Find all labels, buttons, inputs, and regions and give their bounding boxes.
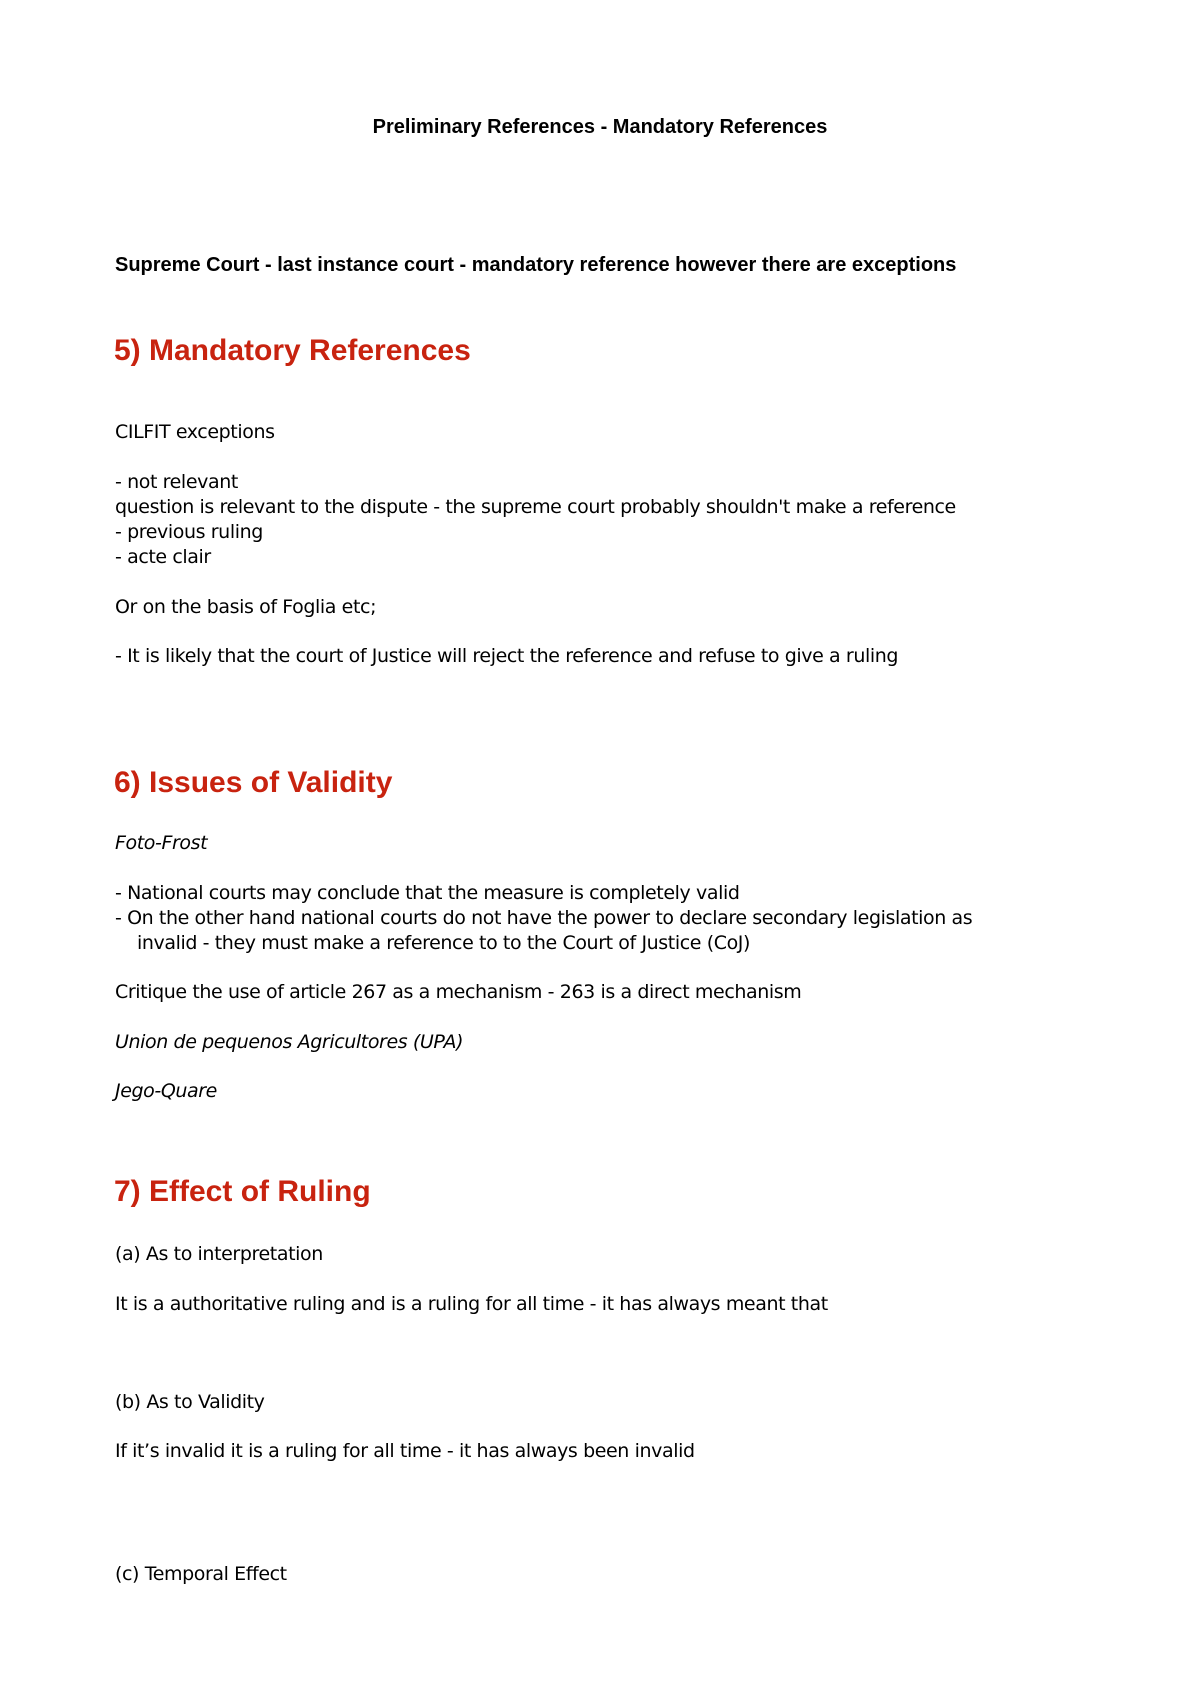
paragraph: Critique the use of article 267 as a mechanism - 263 is a direct mechanism: [115, 981, 802, 1003]
document-title: Preliminary References - Mandatory References: [372, 116, 828, 138]
list-item: - It is likely that the court of Justice will reject the reference and refuse to give a ruling: [115, 645, 899, 667]
case-name: Jego-Quare: [115, 1080, 217, 1102]
list-item: - previous ruling: [115, 521, 263, 543]
subheading: (b) As to Validity: [115, 1391, 265, 1413]
list-item: - National courts may conclude that the measure is completely valid: [115, 882, 740, 904]
paragraph: If it’s invalid it is a ruling for all time - it has always been invalid: [115, 1440, 695, 1462]
paragraph: question is relevant to the dispute - the supreme court probably shouldn't make a reference: [115, 496, 956, 518]
list-item: - not relevant: [115, 471, 238, 493]
section-heading-7: 7) Effect of Ruling: [114, 1175, 371, 1208]
lead-paragraph: Supreme Court - last instance court - mandatory reference however there are exceptions: [115, 254, 957, 276]
list-item-continuation: invalid - they must make a reference to to the Court of Justice (CoJ): [137, 932, 751, 954]
section-heading-5: 5) Mandatory References: [114, 334, 471, 367]
list-item: - acte clair: [115, 546, 211, 568]
case-name: Union de pequenos Agricultores (UPA): [115, 1031, 464, 1053]
case-name: Foto-Frost: [115, 832, 208, 854]
section-heading-6: 6) Issues of Validity: [114, 766, 393, 799]
subheading: (a) As to interpretation: [115, 1243, 323, 1265]
cilfit-label: CILFIT exceptions: [115, 421, 275, 443]
list-item: - On the other hand national courts do not have the power to declare secondary legislation as: [115, 907, 973, 929]
paragraph: Or on the basis of Foglia etc;: [115, 596, 377, 618]
paragraph: It is a authoritative ruling and is a ruling for all time - it has always meant that: [115, 1293, 828, 1315]
subheading: (c) Temporal Effect: [115, 1563, 287, 1585]
